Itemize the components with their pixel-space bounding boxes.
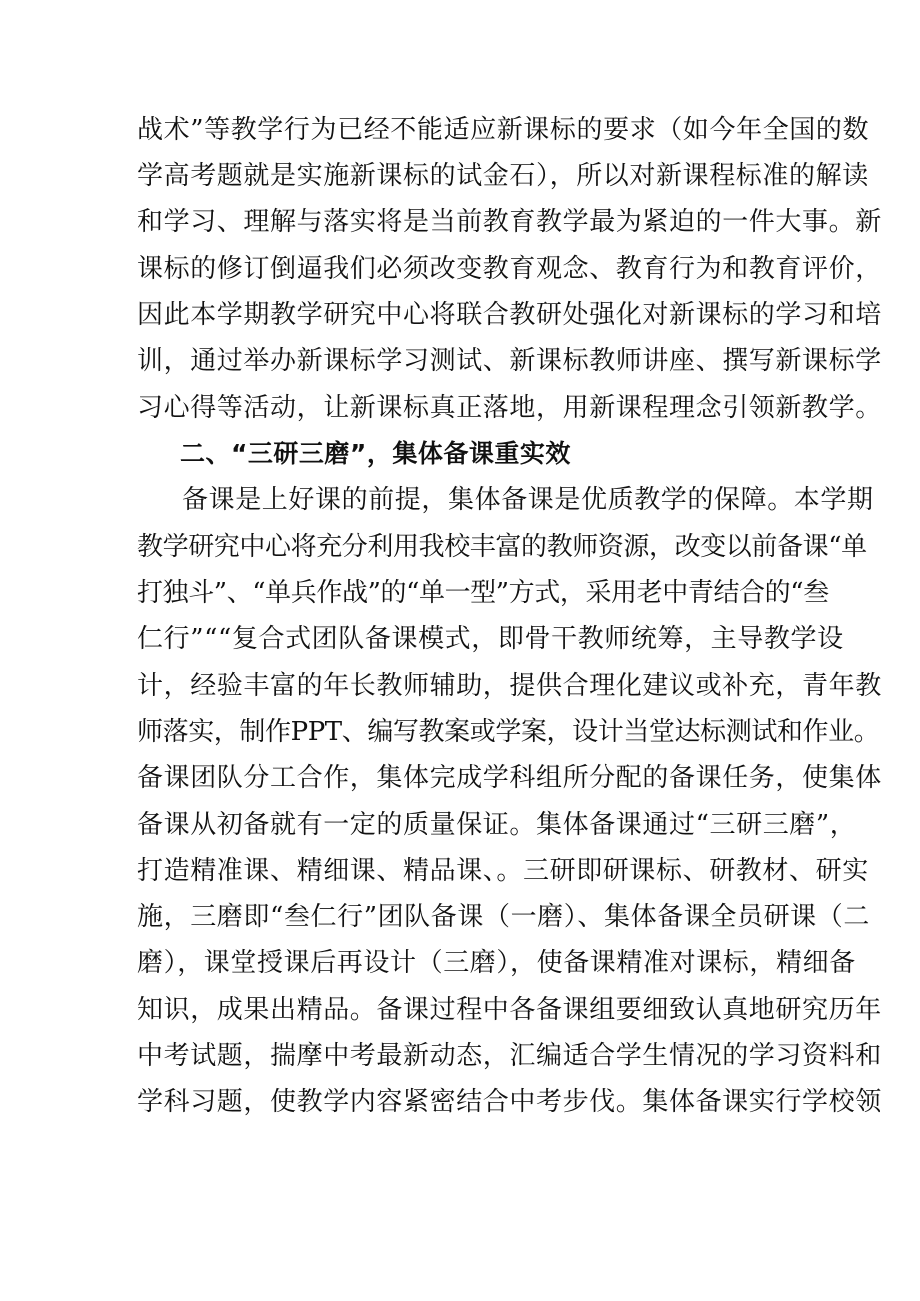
body-text-line: 习心得等活动，让新课标真正落地，用新课程理念引领新教学。: [137, 393, 882, 423]
body-text-line: 打独斗”、“单兵作战”的“单一型”方式，采用老中青结合的“叁: [137, 578, 829, 608]
body-text-line: 教学研究中心将充分利用我校丰富的教师资源，改变以前备课“单: [137, 532, 867, 562]
body-text-line: 学高考题就是实施新课标的试金石），所以对新课程标准的解读: [137, 161, 869, 191]
body-text-line: 中考试题，揣摩中考最新动态，汇编适合学生情况的学习资料和: [137, 1041, 882, 1071]
body-text-line: 施，三磨即“叁仁行”团队备课（一磨）、集体备课全员研课（二: [137, 902, 870, 932]
body-text-line: 知识，成果出精品。备课过程中各备课组要细致认真地研究历年: [137, 995, 882, 1025]
body-text-line: 课标的修订倒逼我们必须改变教育观念、教育行为和教育评价，: [137, 254, 882, 284]
body-text-line: 磨），课堂授课后再设计（三磨），使备课精准对课标，精细备: [137, 948, 856, 978]
body-text-line: 学科习题，使教学内容紧密结合中考步伐。集体备课实行学校领: [137, 1087, 882, 1117]
body-text-line: 和学习、理解与落实将是当前教育教学最为紧迫的一件大事。新: [137, 207, 882, 237]
body-text-line: 备课团队分工合作，集体完成学科组所分配的备课任务，使集体: [137, 763, 882, 793]
body-text-line: 因此本学期教学研究中心将联合教研处强化对新课标的学习和培: [137, 300, 882, 330]
body-text-line: 训，通过举办新课标学习测试、新课标教师讲座、撰写新课标学: [137, 346, 882, 376]
body-text-line: 师落实，制作PPT、编写教案或学案，设计当堂达标测试和作业。: [137, 717, 880, 747]
body-text-line: 打造精准课、精细课、精品课、。三研即研课标、研教材、研实: [137, 856, 869, 886]
body-text-line: 计，经验丰富的年长教师辅助，提供合理化建议或补充，青年教: [137, 671, 882, 701]
section-heading: 二、“三研三磨”，集体备课重实效: [180, 439, 571, 468]
body-text-line: 战术”等教学行为已经不能适应新课标的要求（如今年全国的数: [137, 115, 870, 145]
body-text-line: 仁行”““复合式团队备课模式，即骨干教师统筹，主导教学设: [137, 624, 844, 654]
body-text-line: 备课从初备就有一定的质量保证。集体备课通过“三研三磨”，: [137, 810, 857, 840]
body-text-line: 备课是上好课的前提，集体备课是优质教学的保障。本学期: [182, 485, 874, 515]
